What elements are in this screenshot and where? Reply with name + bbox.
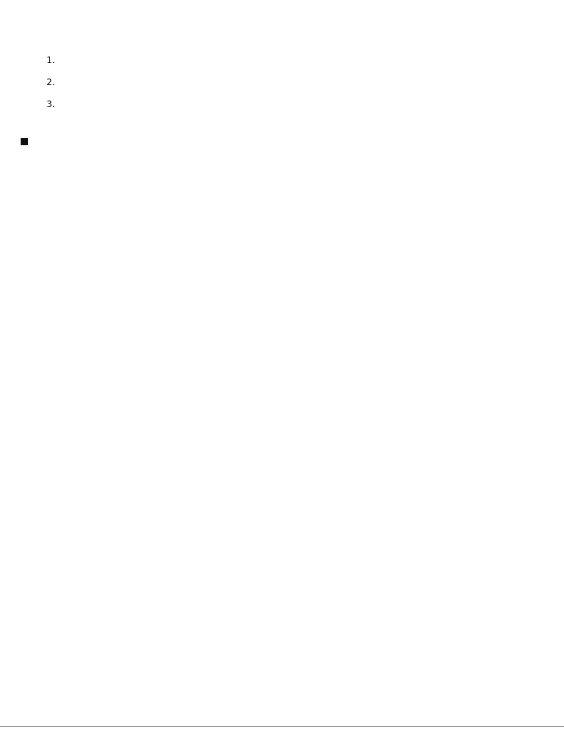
list-item — [58, 72, 548, 94]
list-item — [58, 94, 548, 116]
list-item — [58, 50, 548, 72]
document-body — [18, 36, 548, 134]
page-footer — [0, 726, 564, 744]
numbered-list — [18, 50, 548, 116]
